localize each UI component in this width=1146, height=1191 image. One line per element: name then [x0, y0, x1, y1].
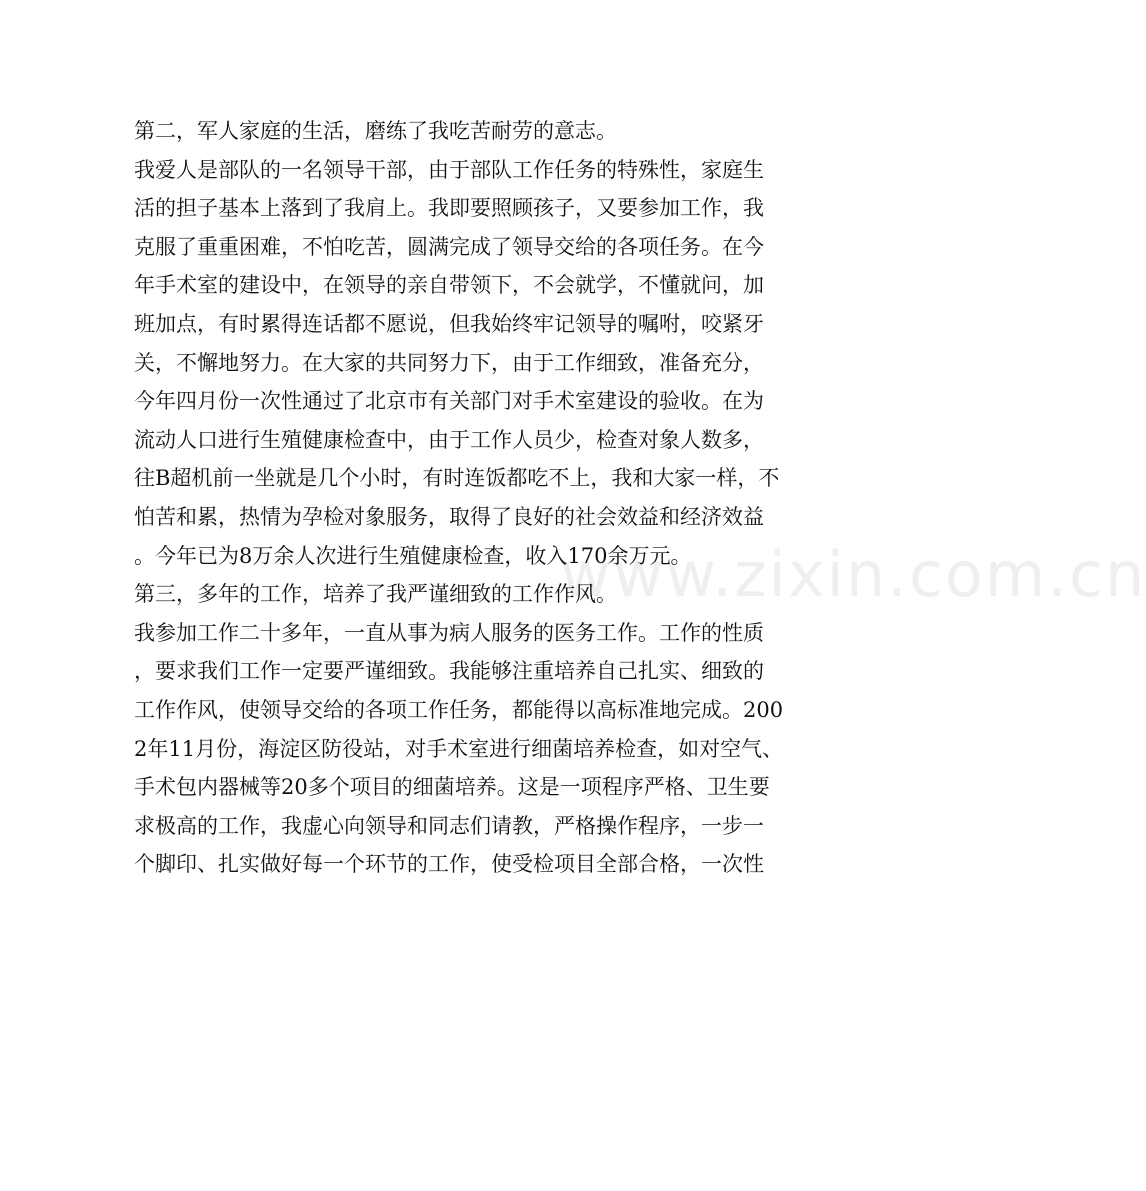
- text-line: 年手术室的建设中，在领导的亲自带领下，不会就学，不懂就问，加: [134, 273, 764, 298]
- text-line: 手术包内器械等20多个项目的细菌培养。这是一项程序严格、卫生要: [134, 775, 770, 800]
- watermark: www.zixin.com.cn: [560, 538, 1146, 611]
- text-line: 班加点，有时累得连话都不愿说，但我始终牢记领导的嘱咐，咬紧牙: [134, 311, 764, 336]
- text-line: 第二，军人家庭的生活，磨练了我吃苦耐劳的意志。: [134, 119, 617, 143]
- text-line: 克服了重重困难，不怕吃苦，圆满完成了领导交给的各项任务。在今: [134, 234, 764, 259]
- text-line: 活的担子基本上落到了我肩上。我即要照顾孩子，又要参加工作，我: [134, 196, 764, 221]
- text-line: 我参加工作二十多年，一直从事为病人服务的医务工作。工作的性质: [134, 620, 764, 645]
- text-line: 我爱人是部队的一名领导干部，由于部队工作任务的特殊性，家庭生: [134, 157, 764, 182]
- text-line: 。今年已为8万余人次进行生殖健康检查，收入170余万元。: [134, 543, 692, 568]
- text-line: 工作作风，使领导交给的各项工作任务，都能得以高标准地完成。200: [134, 697, 784, 722]
- text-line: 今年四月份一次性通过了北京市有关部门对手术室建设的验收。在为: [134, 389, 764, 414]
- text-line: 个脚印、扎实做好每一个环节的工作，使受检项目全部合格，一次性: [134, 852, 764, 877]
- text-line: 关，不懈地努力。在大家的共同努力下，由于工作细致，准备充分，: [134, 350, 764, 375]
- text-line: ，要求我们工作一定要严谨细致。我能够注重培养自己扎实、细致的: [134, 659, 764, 684]
- text-line: 流动人口进行生殖健康检查中，由于工作人员少，检查对象人数多，: [134, 427, 764, 452]
- body-text: [134, 112, 784, 884]
- text-line: 2年11月份，海淀区防役站，对手术室进行细菌培养检查，如对空气、: [134, 736, 784, 761]
- text-line: 怕苦和累，热情为孕检对象服务，取得了良好的社会效益和经济效益: [134, 504, 764, 529]
- text-line: 第三，多年的工作，培养了我严谨细致的工作作风。: [134, 582, 617, 607]
- text-line: 求极高的工作，我虚心向领导和同志们请教，严格操作程序，一步一: [134, 813, 764, 838]
- text-line: 往B超机前一坐就是几个小时，有时连饭都吃不上，我和大家一样，不: [134, 466, 780, 491]
